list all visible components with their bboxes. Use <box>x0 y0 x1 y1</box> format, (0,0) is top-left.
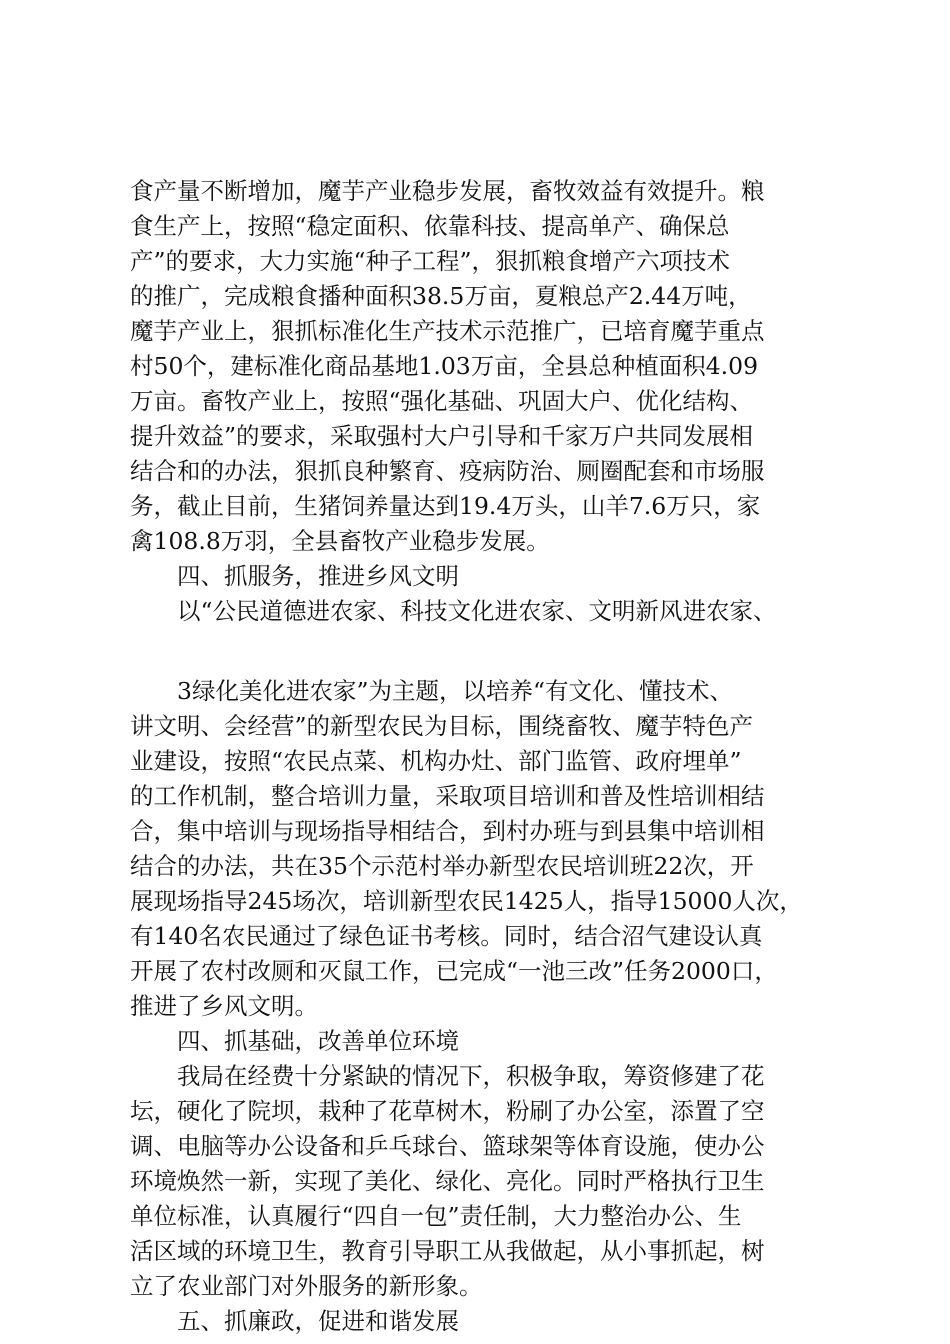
body-text-line: 单位标准，认真履行“四自一包”责任制，大力整治办公、生 <box>130 1202 742 1230</box>
body-text-line: 3绿化美化进农家”为主题，以培养“有文化、懂技术、 <box>130 677 733 705</box>
body-text-line: 魔芋产业上，狠抓标准化生产技术示范推广，已培育魔芋重点 <box>130 317 765 345</box>
body-text-line: 食生产上，按照“稳定面积、依靠科技、提高单产、确保总 <box>130 212 730 240</box>
body-text-line: 我局在经费十分紧缺的情况下，积极争取，筹资修建了花 <box>130 1062 765 1090</box>
body-text-line: 提升效益”的要求，采取强村大户引导和千家万户共同发展相 <box>130 422 754 450</box>
body-text-line: 的工作机制，整合培训力量，采取项目培训和普及性培训相结 <box>130 782 765 810</box>
body-text-line: 的推广，完成粮食播种面积38.5万亩，夏粮总产2.44万吨， <box>130 282 752 310</box>
body-text-line: 业建设，按照“农民点菜、机构办灶、部门监管、政府埋单” <box>130 747 742 775</box>
body-text-line: 坛，硬化了院坝，栽种了花草树木，粉刷了办公室，添置了空 <box>130 1097 765 1125</box>
body-text-line: 务，截止目前，生猪饲养量达到19.4万头，山羊7.6万只，家 <box>130 492 761 520</box>
body-text-line: 开展了农村改厕和灭鼠工作，已完成“一池三改”任务2000口， <box>130 957 778 985</box>
body-text-line: 食产量不断增加，魔芋产业稳步发展，畜牧效益有效提升。粮 <box>130 177 765 205</box>
body-text-line: 村50个，建标准化商品基地1.03万亩，全县总种植面积4.09 <box>130 352 759 380</box>
body-text-line: 立了农业部门对外服务的新形象。 <box>130 1272 483 1300</box>
body-text-line: 禽108.8万羽，全县畜牧产业稳步发展。 <box>130 527 550 555</box>
body-text-line: 推进了乡风文明。 <box>130 992 318 1020</box>
section-heading: 四、抓基础，改善单位环境 <box>130 1027 459 1055</box>
body-text-line: 结合的办法，共在35个示范村举办新型农民培训班22次，开 <box>130 852 754 880</box>
body-text-line: 讲文明、会经营”的新型农民为目标，围绕畜牧、魔芋特色产 <box>130 712 754 740</box>
body-text-line: 展现场指导245场次，培训新型农民1425人，指导15000人次， <box>130 887 803 915</box>
body-text-line: 有140名农民通过了绿色证书考核。同时，结合沼气建设认真 <box>130 922 763 950</box>
section-heading: 四、抓服务，推进乡风文明 <box>130 562 459 590</box>
section-heading: 五、抓廉政，促进和谐发展 <box>130 1307 459 1335</box>
body-text-line: 结合和的办法，狠抓良种繁育、疫病防治、厕圈配套和市场服 <box>130 457 765 485</box>
body-text-line: 以“公民道德进农家、科技文化进农家、文明新风进农家、 <box>130 597 777 625</box>
body-text-line: 环境焕然一新，实现了美化、绿化、亮化。同时严格执行卫生 <box>130 1167 765 1195</box>
body-text-line: 万亩。畜牧产业上，按照“强化基础、巩固大户、优化结构、 <box>130 387 754 415</box>
body-text-line: 调、电脑等办公设备和乒乓球台、篮球架等体育设施，使办公 <box>130 1132 765 1160</box>
body-text-line: 产”的要求，大力实施“种子工程”，狠抓粮食增产六项技术 <box>130 247 731 275</box>
body-text-line: 活区域的环境卫生，教育引导职工从我做起，从小事抓起，树 <box>130 1237 765 1265</box>
body-text-line: 合，集中培训与现场指导相结合，到村办班与到县集中培训相 <box>130 817 765 845</box>
